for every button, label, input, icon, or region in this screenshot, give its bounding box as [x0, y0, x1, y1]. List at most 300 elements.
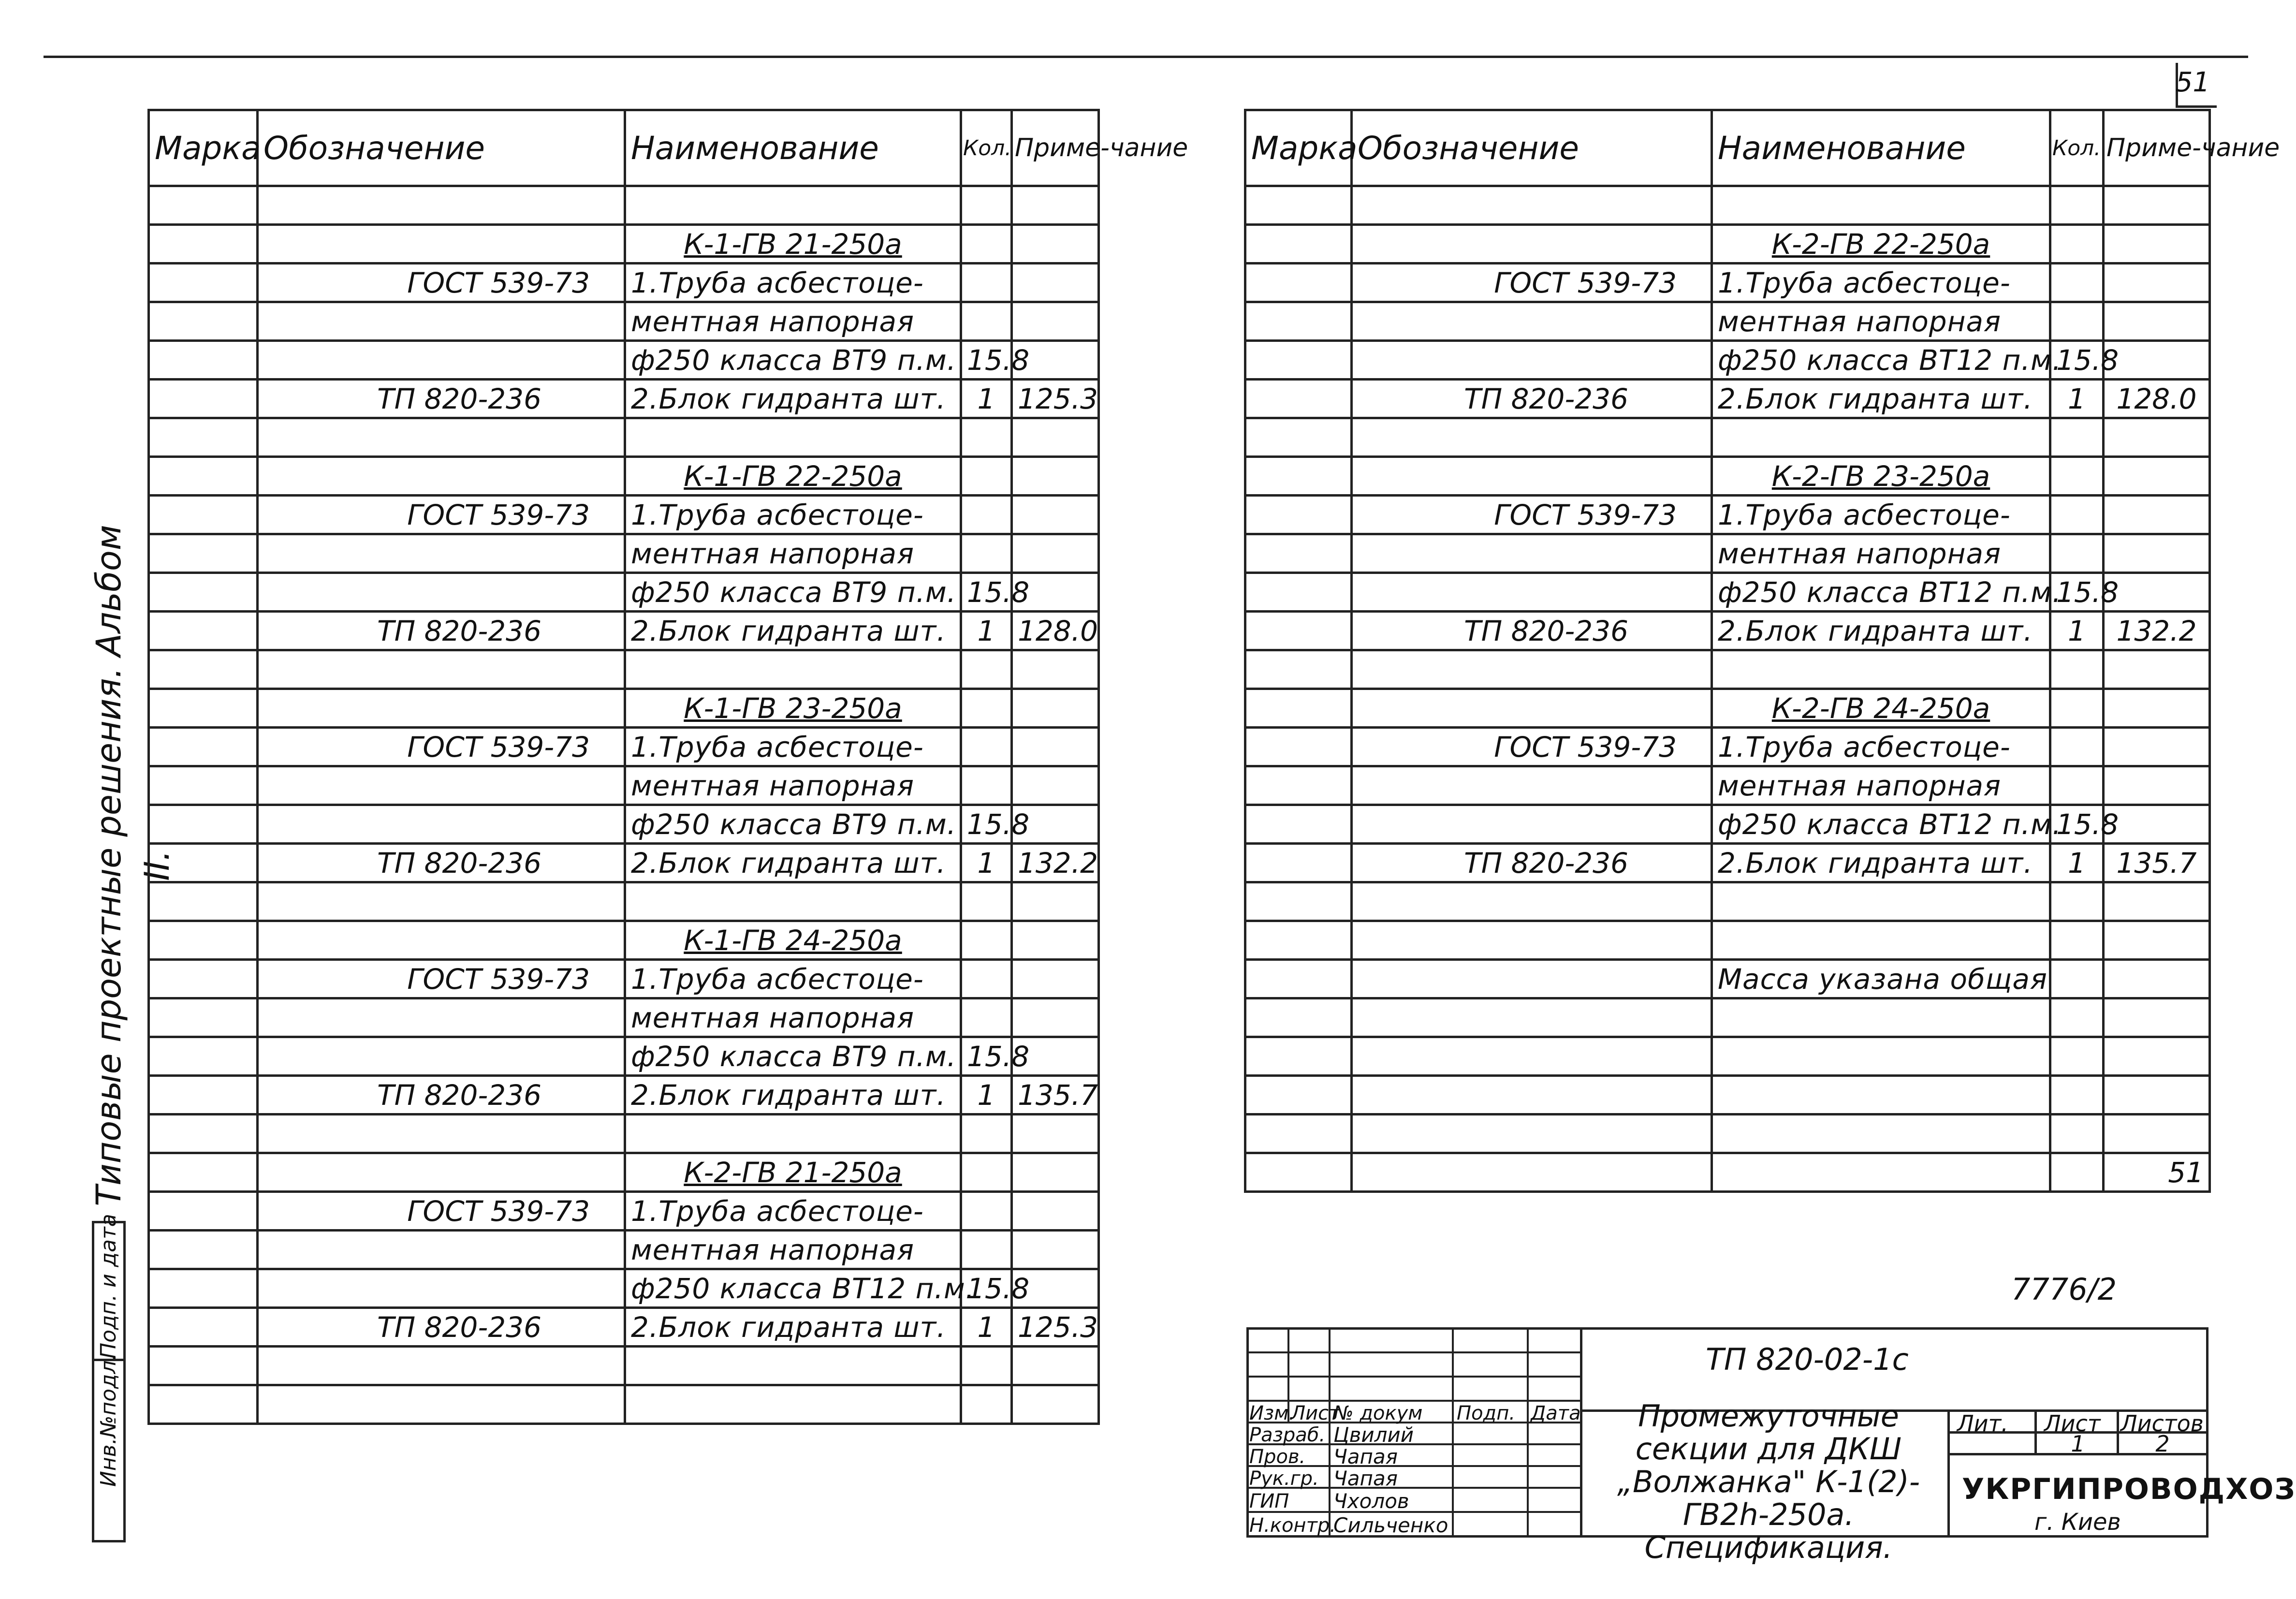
note-cell: 132.2	[1012, 844, 1099, 882]
table-row	[149, 1192, 1099, 1231]
qty-cell	[961, 496, 1012, 534]
qty-cell	[961, 186, 1012, 225]
name-cell: 1.Труба асбестоце-	[625, 496, 961, 534]
section-header: К-2-ГВ 24-250а	[1712, 689, 2050, 728]
tb-person: Чапая	[1333, 1445, 1398, 1468]
side-stamp-sign: Подп. и дата	[96, 1214, 121, 1359]
qty-cell	[961, 302, 1012, 341]
tb-person: Сильченко	[1333, 1513, 1448, 1537]
qty-cell: 1	[2050, 844, 2104, 882]
mark-cell	[149, 418, 258, 457]
mark-cell	[149, 960, 258, 998]
tb-col-doc: № докум	[1333, 1402, 1423, 1424]
designation-cell	[258, 1269, 625, 1308]
mark-cell	[1245, 302, 1352, 341]
mark-cell	[149, 650, 258, 689]
mark-cell	[149, 1308, 258, 1347]
mark-cell	[149, 1153, 258, 1192]
table-row	[149, 534, 1099, 573]
tb-line	[1246, 1327, 2208, 1330]
tb-line	[1452, 1327, 1454, 1538]
mark-cell	[149, 573, 258, 612]
name-cell: ф250 класса ВТ9 п.м.	[625, 1037, 961, 1076]
qty-cell	[2050, 186, 2104, 225]
name-cell: 2.Блок гидранта шт.	[625, 1308, 961, 1347]
table-row	[149, 1231, 1099, 1269]
table-row	[149, 689, 1099, 728]
name-cell: 1.Труба асбестоце-	[625, 960, 961, 998]
tb-person: Цвилий	[1333, 1423, 1414, 1447]
tb-organization: УКРГИПРОВОДХОЗ	[1962, 1472, 2296, 1506]
designation-cell	[258, 805, 625, 844]
note-cell	[1012, 921, 1099, 960]
tb-col-sign: Подп.	[1457, 1402, 1516, 1424]
qty-cell	[961, 921, 1012, 960]
designation-cell	[258, 302, 625, 341]
mark-cell	[1245, 1153, 1352, 1192]
name-cell: ментная напорная	[1712, 302, 2050, 341]
note-cell	[2104, 766, 2210, 805]
name-cell: 2.Блок гидранта шт.	[625, 380, 961, 418]
qty-cell	[2050, 302, 2104, 341]
qty-cell: 1	[961, 1308, 1012, 1347]
designation-cell	[1352, 689, 1712, 728]
table-row	[149, 186, 1099, 225]
name-cell: ф250 класса ВТ9 п.м.	[625, 805, 961, 844]
note-cell	[1012, 766, 1099, 805]
tb-line	[1329, 1327, 1331, 1538]
qty-cell	[2050, 689, 2104, 728]
mark-cell	[1245, 1037, 1352, 1076]
note-cell	[2104, 457, 2210, 496]
name-cell: ментная напорная	[625, 998, 961, 1037]
note-cell	[1012, 457, 1099, 496]
qty-cell	[961, 1347, 1012, 1385]
qty-cell: 15.8	[2050, 573, 2104, 612]
mark-cell	[149, 341, 258, 380]
qty-cell: 15.8	[961, 805, 1012, 844]
qty-cell	[961, 534, 1012, 573]
tb-line	[1246, 1351, 1580, 1353]
tb-person: Чхолов	[1333, 1489, 1409, 1513]
table-row	[149, 1347, 1099, 1385]
mark-cell	[1245, 380, 1352, 418]
mark-cell	[1245, 612, 1352, 650]
name-cell: 1.Труба асбестоце-	[625, 1192, 961, 1231]
mark-cell	[1245, 1115, 1352, 1153]
mark-cell	[149, 882, 258, 921]
mark-cell	[1245, 225, 1352, 264]
qty-cell: 15.8	[961, 341, 1012, 380]
qty-cell: 1	[961, 1076, 1012, 1115]
qty-cell: 1	[2050, 612, 2104, 650]
table-row	[149, 728, 1099, 766]
table-row	[1245, 844, 2210, 882]
table-row	[1245, 728, 2210, 766]
qty-cell	[961, 1192, 1012, 1231]
table-row	[1245, 921, 2210, 960]
name-cell: ментная напорная	[625, 1231, 961, 1269]
right-spec-table	[1244, 109, 2280, 1193]
name-cell: ф250 класса ВТ9 п.м.	[625, 573, 961, 612]
qty-cell: 1	[961, 844, 1012, 882]
album-label: Типовые проектные решения. Альбом II.	[89, 525, 177, 1206]
note-cell	[1012, 225, 1099, 264]
name-cell: ф250 класса ВТ12 п.м.	[1712, 573, 2050, 612]
designation-cell	[258, 650, 625, 689]
designation-cell: ГОСТ 539-73	[1352, 264, 1712, 302]
mark-cell	[149, 496, 258, 534]
designation-cell	[1352, 921, 1712, 960]
name-cell: 2.Блок гидранта шт.	[625, 612, 961, 650]
name-cell	[1712, 1076, 2050, 1115]
mark-cell	[149, 1076, 258, 1115]
tb-role: ГИП	[1249, 1490, 1289, 1512]
mark-cell	[1245, 418, 1352, 457]
mark-cell	[1245, 573, 1352, 612]
note-cell	[2104, 1076, 2210, 1115]
mark-cell	[1245, 921, 1352, 960]
qty-cell	[961, 264, 1012, 302]
mark-cell	[1245, 186, 1352, 225]
mark-cell	[1245, 960, 1352, 998]
table-row	[149, 882, 1099, 921]
name-cell	[625, 1347, 961, 1385]
name-cell	[1712, 921, 2050, 960]
table-row	[1245, 766, 2210, 805]
designation-cell	[1352, 1037, 1712, 1076]
table-row	[1245, 650, 2210, 689]
qty-cell: 1	[2050, 380, 2104, 418]
table-row	[1245, 1076, 2210, 1115]
tb-role: Рук.гр.	[1249, 1467, 1319, 1490]
designation-cell	[1352, 1076, 1712, 1115]
mark-cell	[149, 225, 258, 264]
table-row	[149, 496, 1099, 534]
table-row	[1245, 612, 2210, 650]
designation-cell	[1352, 186, 1712, 225]
name-cell: 2.Блок гидранта шт.	[625, 844, 961, 882]
table-row	[149, 380, 1099, 418]
tb-line	[1947, 1409, 1950, 1538]
designation-cell	[1352, 998, 1712, 1037]
name-cell	[1712, 1115, 2050, 1153]
tb-col-izm: Изм.	[1249, 1402, 1295, 1424]
name-cell	[625, 650, 961, 689]
mark-cell	[149, 689, 258, 728]
name-cell: 2.Блок гидранта шт.	[1712, 380, 2050, 418]
name-cell	[625, 1385, 961, 1424]
mark-cell	[149, 766, 258, 805]
table-row	[1245, 186, 2210, 225]
page-ref-cell: 51	[2104, 1153, 2210, 1192]
designation-cell: ТП 820-236	[1352, 612, 1712, 650]
qty-cell: 1	[961, 612, 1012, 650]
tb-role: Пров.	[1249, 1446, 1306, 1468]
note-cell	[2104, 534, 2210, 573]
name-cell: ф250 класса ВТ9 п.м.	[625, 341, 961, 380]
designation-cell	[1352, 1153, 1712, 1192]
name-cell: 1.Труба асбестоце-	[625, 264, 961, 302]
qty-cell	[961, 728, 1012, 766]
tb-doc-title: Промежуточные секции для ДКШ „Волжанка" К-1(2)-ГВ2h-250а. Спецификация.	[1617, 1398, 1920, 1565]
name-cell	[625, 1115, 961, 1153]
note-cell: 135.7	[1012, 1076, 1099, 1115]
mark-cell	[1245, 766, 1352, 805]
note-cell	[2104, 264, 2210, 302]
qty-cell	[2050, 1076, 2104, 1115]
name-cell: ф250 класса ВТ12 п.м.	[1712, 341, 2050, 380]
table-row	[1245, 1115, 2210, 1153]
designation-cell	[258, 766, 625, 805]
mark-cell	[149, 1347, 258, 1385]
table-row	[1245, 998, 2210, 1037]
name-cell: 2.Блок гидранта шт.	[625, 1076, 961, 1115]
name-cell: Масса указана общая	[1712, 960, 2050, 998]
designation-cell	[258, 1347, 625, 1385]
table-row	[149, 302, 1099, 341]
qty-cell	[961, 1115, 1012, 1153]
qty-cell: 15.8	[961, 1269, 1012, 1308]
mark-cell	[1245, 728, 1352, 766]
name-cell: 1.Труба асбестоце-	[1712, 264, 2050, 302]
table-row	[149, 225, 1099, 264]
designation-cell: ГОСТ 539-73	[258, 960, 625, 998]
qty-cell	[961, 766, 1012, 805]
note-cell	[2104, 960, 2210, 998]
table-row	[149, 998, 1099, 1037]
mark-cell	[149, 534, 258, 573]
section-header: К-1-ГВ 24-250а	[625, 921, 961, 960]
qty-cell	[2050, 766, 2104, 805]
table-row	[149, 960, 1099, 998]
designation-cell: ГОСТ 539-73	[258, 1192, 625, 1231]
designation-cell	[258, 998, 625, 1037]
name-cell: ментная напорная	[625, 766, 961, 805]
designation-cell	[258, 341, 625, 380]
qty-cell	[2050, 728, 2104, 766]
table-row	[149, 1037, 1099, 1076]
note-cell	[2104, 650, 2210, 689]
name-cell: 1.Труба асбестоце-	[1712, 496, 2050, 534]
designation-cell	[258, 457, 625, 496]
name-cell: ментная напорная	[625, 302, 961, 341]
qty-cell	[2050, 650, 2104, 689]
tb-line	[2117, 1409, 2119, 1455]
table-row	[1245, 805, 2210, 844]
col-qty-header: Кол.	[961, 110, 1012, 186]
mark-cell	[1245, 1076, 1352, 1115]
mark-cell	[1245, 844, 1352, 882]
mark-cell	[1245, 534, 1352, 573]
name-cell: 2.Блок гидранта шт.	[1712, 844, 2050, 882]
section-header: К-2-ГВ 22-250а	[1712, 225, 2050, 264]
tb-col-list: Лист	[1291, 1402, 1340, 1424]
qty-cell	[2050, 457, 2104, 496]
designation-cell: ГОСТ 539-73	[258, 264, 625, 302]
mark-cell	[1245, 496, 1352, 534]
name-cell	[625, 882, 961, 921]
note-cell	[2104, 1115, 2210, 1153]
qty-cell	[2050, 1153, 2104, 1192]
mark-cell	[149, 264, 258, 302]
qty-cell: 15.8	[961, 1037, 1012, 1076]
mark-cell	[149, 728, 258, 766]
designation-cell	[258, 534, 625, 573]
designation-cell	[258, 1115, 625, 1153]
designation-cell	[1352, 534, 1712, 573]
note-cell	[2104, 186, 2210, 225]
designation-cell: ГОСТ 539-73	[1352, 496, 1712, 534]
tb-line	[1580, 1327, 1582, 1538]
tb-doc-code: ТП 820-02-1с	[1706, 1342, 1909, 1377]
designation-cell: ТП 820-236	[258, 612, 625, 650]
note-cell	[1012, 496, 1099, 534]
designation-cell	[1352, 960, 1712, 998]
designation-cell: ТП 820-236	[258, 844, 625, 882]
tb-line	[1246, 1511, 1580, 1513]
note-cell: 128.0	[2104, 380, 2210, 418]
col-qty-header: Кол.	[2050, 110, 2104, 186]
table-row	[149, 921, 1099, 960]
name-cell	[625, 418, 961, 457]
note-cell	[1012, 960, 1099, 998]
note-cell: 132.2	[2104, 612, 2210, 650]
note-cell: 128.0	[1012, 612, 1099, 650]
designation-cell	[258, 225, 625, 264]
note-cell	[1012, 650, 1099, 689]
qty-cell	[2050, 960, 2104, 998]
mark-cell	[149, 457, 258, 496]
table-row	[1245, 457, 2210, 496]
note-cell	[2104, 921, 2210, 960]
tb-city: г. Киев	[2034, 1509, 2121, 1536]
designation-cell: ГОСТ 539-73	[258, 496, 625, 534]
name-cell: ментная напорная	[625, 534, 961, 573]
qty-cell	[2050, 225, 2104, 264]
qty-cell	[961, 1385, 1012, 1424]
col-note-header: Приме-чание	[1012, 110, 1099, 186]
designation-cell	[1352, 766, 1712, 805]
qty-cell	[961, 650, 1012, 689]
note-cell	[1012, 998, 1099, 1037]
table-row	[149, 1308, 1099, 1347]
qty-cell	[961, 882, 1012, 921]
note-cell: 125.3	[1012, 380, 1099, 418]
qty-cell	[2050, 921, 2104, 960]
designation-cell	[258, 921, 625, 960]
name-cell: ментная напорная	[1712, 766, 2050, 805]
designation-cell	[258, 1153, 625, 1192]
name-cell	[1712, 650, 2050, 689]
note-cell	[2104, 418, 2210, 457]
table-row	[1245, 264, 2210, 302]
qty-cell	[2050, 1115, 2104, 1153]
table-row	[149, 1076, 1099, 1115]
tb-col-date: Дата	[1531, 1402, 1581, 1424]
tb-role: Разраб.	[1249, 1424, 1326, 1446]
page-number-box	[2176, 63, 2217, 108]
qty-cell	[2050, 418, 2104, 457]
designation-cell	[1352, 225, 1712, 264]
qty-cell: 15.8	[2050, 805, 2104, 844]
designation-cell: ТП 820-236	[1352, 380, 1712, 418]
designation-cell: ТП 820-236	[258, 1308, 625, 1347]
section-header: К-1-ГВ 21-250а	[625, 225, 961, 264]
note-cell	[2104, 728, 2210, 766]
table-row	[1245, 534, 2210, 573]
page-number: 51	[2175, 67, 2210, 98]
designation-cell	[258, 1231, 625, 1269]
table-row	[1245, 960, 2210, 998]
col-designation-header: Обозначение	[258, 110, 625, 186]
designation-cell	[1352, 341, 1712, 380]
designation-cell: ТП 820-236	[258, 380, 625, 418]
tb-line	[1246, 1400, 1580, 1402]
qty-cell	[961, 418, 1012, 457]
table-row	[149, 1153, 1099, 1192]
designation-cell	[258, 1037, 625, 1076]
name-cell	[1712, 998, 2050, 1037]
designation-cell	[1352, 805, 1712, 844]
qty-cell	[961, 998, 1012, 1037]
tb-role: Н.контр.	[1249, 1514, 1336, 1537]
note-cell	[1012, 1192, 1099, 1231]
col-note-header: Приме-чание	[2104, 110, 2210, 186]
mark-cell	[1245, 805, 1352, 844]
note-cell	[2104, 805, 2210, 844]
note-cell	[1012, 264, 1099, 302]
note-cell	[2104, 496, 2210, 534]
table-row	[1245, 418, 2210, 457]
section-header: К-2-ГВ 23-250а	[1712, 457, 2050, 496]
note-cell: 125.3	[1012, 1308, 1099, 1347]
designation-cell	[1352, 302, 1712, 341]
designation-cell	[1352, 650, 1712, 689]
table-row	[1245, 302, 2210, 341]
mark-cell	[149, 1269, 258, 1308]
name-cell: 1.Труба асбестоце-	[625, 728, 961, 766]
qty-cell	[961, 1231, 1012, 1269]
designation-cell	[258, 418, 625, 457]
table-row	[149, 1269, 1099, 1308]
note-cell	[1012, 1153, 1099, 1192]
mark-cell	[1245, 650, 1352, 689]
tb-person: Чапая	[1333, 1467, 1398, 1490]
note-cell	[1012, 418, 1099, 457]
table-row	[1245, 1037, 2210, 1076]
table-row	[149, 1115, 1099, 1153]
table-row	[1245, 882, 2210, 921]
qty-cell	[2050, 534, 2104, 573]
top-frame-line	[44, 56, 2248, 58]
table-row	[149, 612, 1099, 650]
note-cell	[2104, 998, 2210, 1037]
side-stamp-inv: Инв.№подл.	[96, 1353, 121, 1487]
tb-line	[1246, 1327, 1249, 1538]
table-row	[149, 341, 1099, 380]
note-cell	[2104, 573, 2210, 612]
name-cell: 2.Блок гидранта шт.	[1712, 612, 2050, 650]
name-cell: ментная напорная	[1712, 534, 2050, 573]
designation-cell	[258, 1385, 625, 1424]
table-row	[149, 650, 1099, 689]
mark-cell	[1245, 689, 1352, 728]
note-cell	[1012, 689, 1099, 728]
left-spec-table	[147, 109, 1188, 1425]
tb-sheets-value: 2	[2155, 1431, 2170, 1457]
qty-cell	[2050, 1037, 2104, 1076]
